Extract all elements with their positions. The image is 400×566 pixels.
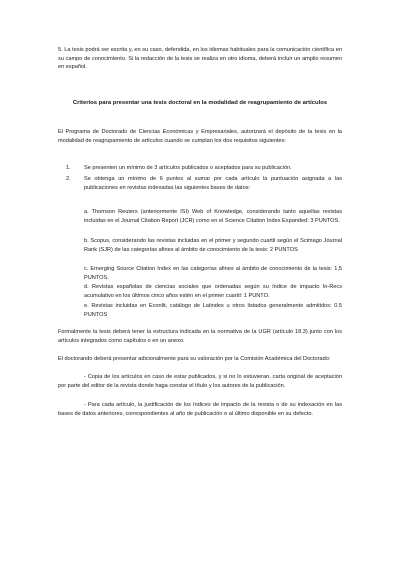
criterion-a: a. Thomson Reuters (anteriormente ISI) Web of Knowledge, considerando tanto aquellas revistas incluidas en el Journal Citation Report (JCR) como en el Science Citation Index Expanded: 3 PUNTOS. (84, 209, 342, 224)
program-paragraph: El Programa de Doctorado de Ciencias Económicas y Empresariales, autorizará el depósito de la tesis en la modalidad de reagrupamiento de artículos cuando se cumplan los dos requisitos siguientes: (58, 129, 342, 144)
section-title: Criterios para presentar una tesis doctoral en la modalidad de reagrupamiento de artículos (72, 100, 328, 106)
requirement-number: 2. (66, 176, 71, 182)
criterion-d: d. Revistas españolas de ciencias sociales que ordenadas según su índice de impacto In-Recs acumulativo en los últimos cinco años estén en el primer cuartil: 1 PUNTO. (84, 284, 342, 299)
intro-paragraph: 5. La tesis podrá ser escrita y, en su caso, defendida, en los idiomas habituales para la comunicación científica en su campo de conocimiento. Si la redacción de la tesis se realiza en otro idioma, deberá incluir un amplio resumen en español. (58, 47, 342, 70)
submission-item-justification: - Para cada artículo, la justificación de los índices de impacto de la revista o de su indexación en las bases de datos anteriores, correspondientes al año de publicación o al último disponible en su defecto. (58, 402, 342, 417)
requirement-item: Se presenten un mínimo de 3 artículos publicados o aceptados para su publicación. (84, 165, 292, 171)
requirement-item: Se obtenga un mínimo de 6 puntos al sumar por cada artículo la puntuación asignada a las publicaciones en revistas indexadas las siguientes bases de datos: (84, 176, 342, 191)
criterion-c: c. Emerging Source Citation Index en las categorías afines al ámbito de conocimiento de la tesis: 1,5 PUNTOS. (84, 266, 342, 281)
requirement-number: 1. (66, 165, 71, 171)
criterion-e: e. Revistas incluidas en Econlit, catálogo de Latindex u otros listados generalmente admitidos: 0.5 PUNTOS (84, 303, 342, 318)
structure-paragraph: Formalmente la tesis deberá tener la estructura indicada en la normativa de la UGR (artículo 18.3) junto con los artículos integrados como capítulos o en un anexo. (58, 329, 342, 344)
submission-item-copy: - Copia de los artículos en caso de estar publicados, y si no lo estuvieran, carta original de aceptación por parte del editor de la revista donde haga constar el título y los autores de la publicación. (58, 374, 342, 389)
commission-paragraph: El doctorando deberá presentar adicionalmente para su valoración por la Comisión Académica del Doctorado: (58, 356, 331, 362)
criterion-b: b. Scopus, considerando las revistas incluidas en el primer y segundo cuartil según el Scimago Journal Rank (SJR) de las categorías afines al ámbito de conocimiento de la tesis: 2 PUNTOS (84, 238, 342, 253)
